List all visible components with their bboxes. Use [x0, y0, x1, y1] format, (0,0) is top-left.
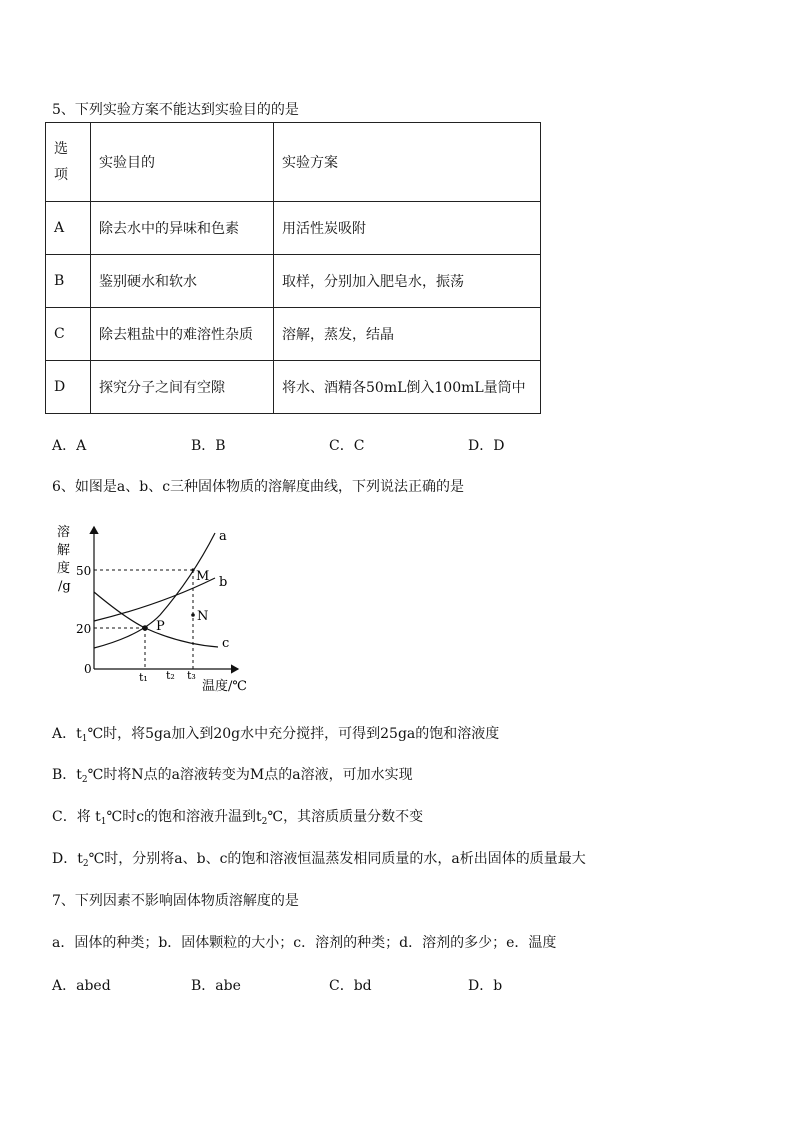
header-option-line1: 选	[54, 141, 68, 157]
point-p-dot	[142, 625, 148, 631]
row-goal: 探究分子之间有空隙	[91, 361, 274, 414]
row-option: C	[46, 308, 91, 361]
q6-title: 6、如图是a、b、c三种固体物质的溶解度曲线，下列说法正确的是	[52, 479, 465, 495]
q7-choice-b[interactable]: B．abe	[191, 978, 241, 994]
q5-choice-d[interactable]: D．D	[468, 438, 505, 454]
row-option: D	[46, 361, 91, 414]
table-row	[46, 361, 541, 414]
q7-title: 7、下列因素不影响固体物质溶解度的是	[52, 893, 299, 909]
q5-choice-b[interactable]: B．B	[191, 438, 226, 454]
opt-d-text1: D．t	[52, 851, 83, 867]
row-option: B	[46, 255, 91, 308]
y-label-line4: /g	[58, 579, 71, 594]
opt-c-sub1: 1	[100, 817, 107, 827]
opt-c-text1: C．将 t	[52, 809, 101, 825]
opt-a-text1: A．t	[52, 726, 82, 742]
row-option: A	[46, 202, 91, 255]
header-option	[46, 123, 91, 202]
row-goal: 除去粗盐中的难溶性杂质	[91, 308, 274, 361]
q7-choice-c[interactable]: C．bd	[329, 978, 372, 994]
row-plan: 溶解，蒸发，结晶	[274, 308, 541, 361]
q7-factors: a．固体的种类；b．固体颗粒的大小；c．溶剂的种类；d．溶剂的多少；e．温度	[52, 935, 557, 951]
x-tick-t3: t₃	[187, 669, 196, 682]
x-tick-t2: t₂	[166, 669, 175, 682]
curve-c-label: c	[222, 636, 230, 651]
table-row	[46, 202, 541, 255]
opt-c-text2: ℃时c的饱和溶液升温到t	[106, 809, 262, 825]
opt-b-sub1: 2	[81, 775, 88, 785]
q7-choice-d[interactable]: D．b	[468, 978, 503, 994]
opt-d-text2: ℃时，分别将a、b、c的饱和溶液恒温蒸发相同质量的水，a析出固体的质量最大	[88, 851, 586, 867]
opt-b-text1: B．t	[52, 767, 82, 783]
row-plan: 取样，分别加入肥皂水，振荡	[274, 255, 541, 308]
point-n-dot	[191, 613, 195, 617]
y-tick-20: 20	[76, 622, 92, 636]
q6-option-b[interactable]	[52, 764, 413, 785]
curve-a-line	[94, 533, 215, 648]
table-row	[46, 255, 541, 308]
opt-c-text3: ℃，其溶质质量分数不变	[267, 809, 424, 825]
q5-choice-c[interactable]: C．C	[329, 438, 365, 454]
point-m-dot	[191, 568, 194, 571]
opt-a-text2: ℃时，将5ga加入到20g水中充分搅拌，可得到25ga的饱和溶液度	[87, 726, 500, 742]
solubility-curve-graph	[48, 520, 268, 700]
q6-option-d[interactable]	[52, 848, 586, 869]
curve-a-label: a	[219, 529, 227, 544]
table-header-row	[46, 123, 541, 202]
origin-label: 0	[84, 662, 92, 676]
point-n-label: N	[197, 609, 209, 624]
y-tick-50: 50	[76, 564, 92, 578]
q5-choice-a[interactable]: A．A	[52, 438, 87, 454]
point-m-label: M	[196, 569, 210, 584]
q5-title: 5、下列实验方案不能达到实验目的的是	[52, 102, 299, 118]
y-label-line3: 度	[57, 561, 71, 576]
opt-c-sub2: 2	[261, 817, 268, 827]
q5-options-table	[45, 122, 541, 414]
y-label-line2: 解	[57, 543, 71, 558]
y-label-line1: 溶	[57, 525, 71, 540]
row-goal: 除去水中的异味和色素	[91, 202, 274, 255]
q6-option-c[interactable]	[52, 806, 423, 827]
header-goal: 实验目的	[91, 123, 274, 202]
row-plan: 用活性炭吸附	[274, 202, 541, 255]
opt-a-sub1: 1	[81, 734, 88, 744]
opt-d-sub1: 2	[82, 859, 89, 869]
q7-choice-a[interactable]: A．abed	[52, 978, 111, 994]
header-plan: 实验方案	[274, 123, 541, 202]
header-option-line2: 项	[54, 167, 68, 183]
q6-option-a[interactable]	[52, 723, 499, 744]
row-goal: 鉴别硬水和软水	[91, 255, 274, 308]
curve-b-label: b	[219, 575, 228, 590]
point-p-label: P	[156, 619, 165, 634]
opt-b-text2: ℃时将N点的a溶液转变为M点的a溶液，可加水实现	[87, 767, 413, 783]
table-row	[46, 308, 541, 361]
row-plan: 将水、酒精各50mL倒入100mL量筒中	[274, 361, 541, 414]
x-tick-t1: t₁	[139, 671, 148, 684]
x-axis-label: 温度/℃	[202, 679, 247, 694]
